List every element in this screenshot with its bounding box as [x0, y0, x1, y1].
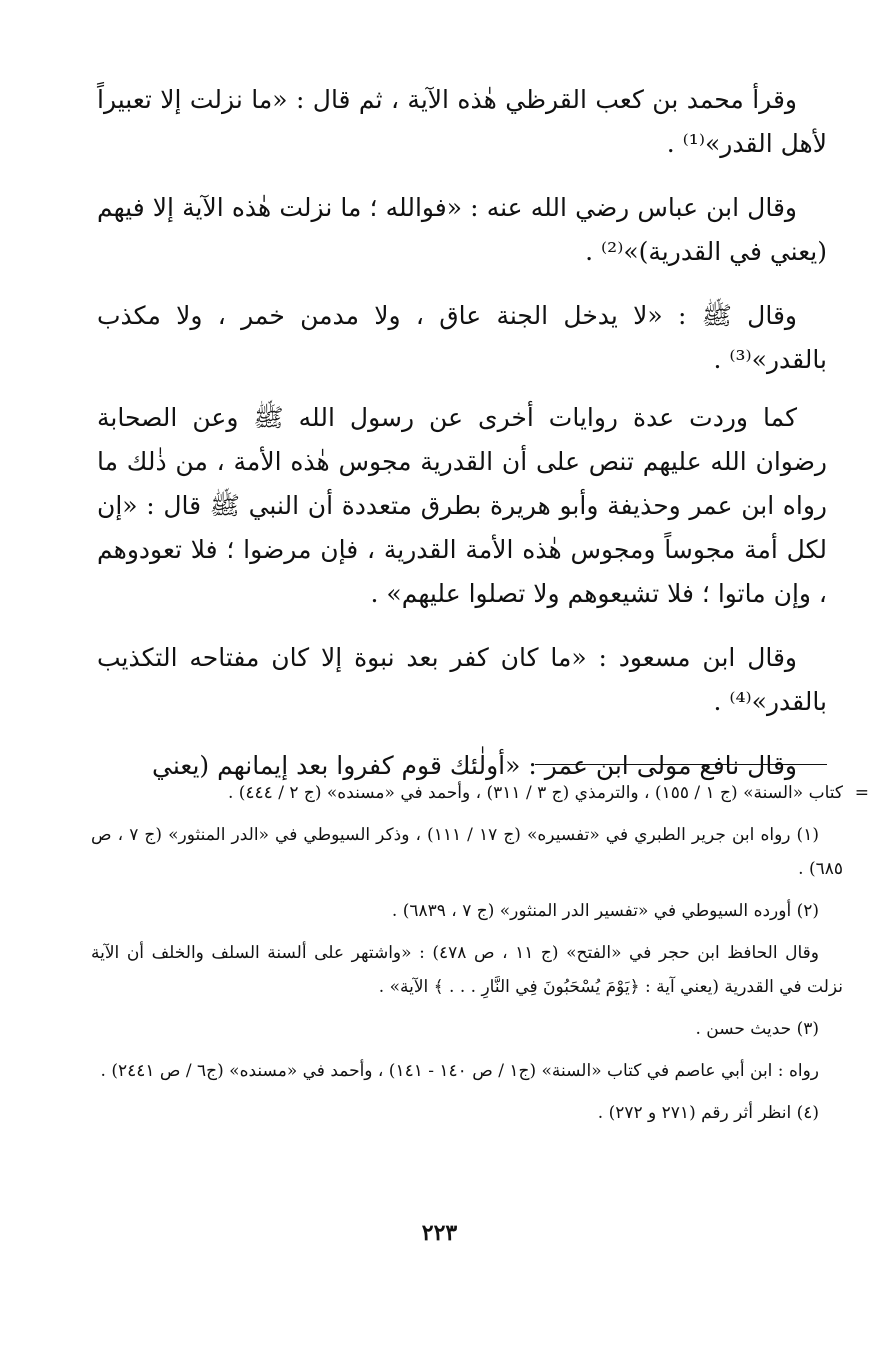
continuation-mark: =	[854, 783, 869, 803]
paragraph-hadith-aaq: وقال ﷺ : «لا يدخل الجنة عاق ، ولا مدمن خمر ، ولا مكذب بالقدر»⁽³⁾ .	[97, 301, 827, 374]
footnote-4: (٤) انظر أثر رقم (٢٧١ و ٢٧٢) .	[597, 1103, 819, 1123]
footnote-3: (٣) حديث حسن .	[695, 1019, 819, 1039]
main-text	[97, 78, 827, 808]
footnote-separator	[535, 764, 827, 765]
footnote-3-sources: رواه : ابن أبي عاصم في كتاب «السنة» (ج١ / ص ١٤٠ - ١٤١) ، وأحمد في «مسنده» (ج٦ / ص ٢٤٤١) .	[100, 1061, 819, 1081]
paragraph-nafi: وقال نافع مولى ابن عمر : «أولٰئك قوم كفروا بعد إيمانهم (يعني	[152, 751, 797, 780]
footnote-2-commentary: وقال الحافظ ابن حجر في «الفتح» (ج ١١ ، ص ٤٧٨) : «واشتهر على ألسنة السلف والخلف أن الآية نزلت في القدرية (يعني آية : ﴿يَوْمَ يُسْحَبُونَ فِي النَّارِ . . . ﴾ الآية» .	[91, 943, 843, 997]
footnotes	[91, 776, 869, 1138]
paragraph-majus-hadith: كما وردت عدة روايات أخرى عن رسول الله ﷺ وعن الصحابة رضوان الله عليهم تنص على أن القدرية مجوس هٰذه الأمة ، من ذٰلك ما رواه ابن عمر وحذيفة وأبو هريرة بطرق متعددة أن النبي ﷺ قال : «إن لكل أمة مجوساً ومجوس هٰذه الأمة القدرية ، فإن مرضوا ؛ فلا تعودوهم ، وإن ماتوا ؛ فلا تشيعوهم ولا تصلوا عليهم» .	[97, 403, 827, 608]
footnote-1: (١) رواه ابن جرير الطبري في «تفسيره» (ج ١٧ / ١١١) ، وذكر السيوطي في «الدر المنثور» (ج ٧ ، ص ٦٨٥) .	[91, 825, 843, 879]
paragraph-qurazi: وقرأ محمد بن كعب القرظي هٰذه الآية ، ثم قال : «ما نزلت إلا تعبيراً لأهل القدر»⁽¹⁾ .	[97, 85, 827, 158]
paragraph-ibn-masud: وقال ابن مسعود : «ما كان كفر بعد نبوة إلا كان مفتاحه التكذيب بالقدر»⁽⁴⁾ .	[97, 643, 827, 716]
footnote-continuation	[91, 776, 869, 810]
page-number: ٢٢٣	[421, 1220, 458, 1246]
paragraph-ibn-abbas: وقال ابن عباس رضي الله عنه : «فوالله ؛ ما نزلت هٰذه الآية إلا فيهم (يعني في القدرية)»⁽²⁾ .	[97, 193, 827, 266]
footnote-continuation-text: كتاب «السنة» (ج ١ / ١٥٥) ، والترمذي (ج ٣ / ٣١١) ، وأحمد في «مسنده» (ج ٢ / ٤٤٤) .	[227, 783, 843, 803]
footnote-2: (٢) أورده السيوطي في «تفسير الدر المنثور» (ج ٧ ، ٦٨٣٩) .	[391, 901, 819, 921]
